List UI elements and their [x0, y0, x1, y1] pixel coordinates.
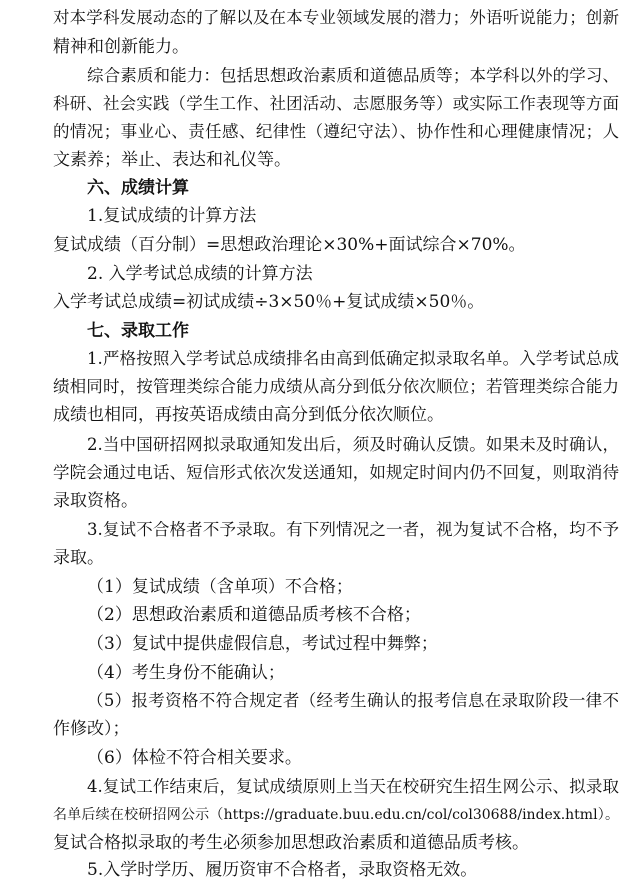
- paragraph-line: 综合素质和能力：包括思想政治素质和道德品质等；本学科以外的学习、: [87, 66, 619, 85]
- paragraph-line: 录取资格。: [53, 491, 138, 511]
- paragraph-line: 3.复试不合格者不予录取。有下列情况之一者，视为复试不合格，均不予: [87, 520, 619, 539]
- paragraph-line: 复试合格拟录取的考生必须参加思想政治素质和道德品质考核。: [53, 833, 529, 853]
- list-item: （6）体检不符合相关要求。: [87, 748, 302, 768]
- paragraph-line: 的情况；事业心、责任感、纪律性（遵纪守法）、协作性和心理健康情况；人: [53, 122, 619, 141]
- section-heading: 七、录取工作: [87, 321, 189, 341]
- paragraph-line: 4.复试工作结束后，复试成绩原则上当天在校研究生招生网公示、拟录取: [87, 777, 619, 796]
- list-item: （3）复试中提供虚假信息，考试过程中舞弊；: [87, 634, 438, 654]
- paragraph-line: 科研、社会实践（学生工作、社团活动、志愿服务等）或实际工作表现等方面: [53, 94, 619, 113]
- paragraph-line: 成绩也相同，再按英语成绩由高分到低分依次顺位。: [53, 405, 444, 425]
- paragraph-line: 精神和创新能力。: [53, 37, 189, 57]
- list-item-continuation: 作修改）；: [53, 719, 130, 739]
- subheading: 2. 入学考试总成绩的计算方法: [87, 264, 313, 284]
- paragraph-line: 2.当中国研招网拟录取通知发出后，须及时确认反馈。如果未及时确认，: [87, 435, 619, 454]
- subheading: 1.复试成绩的计算方法: [87, 206, 257, 226]
- paragraph-line: 文素养；举止、表达和礼仪等。: [53, 150, 291, 170]
- list-item: （1）复试成绩（含单项）不合格；: [87, 577, 353, 597]
- paragraph-line: 对本学科发展动态的了解以及在本专业领域发展的潜力；外语听说能力；创新: [53, 8, 619, 27]
- paragraph-line: 录取。: [53, 548, 104, 568]
- paragraph-line: 学院会通过电话、短信形式依次发送通知，如规定时间内仍不回复，则取消待: [53, 463, 619, 482]
- paragraph-line-with-url: 名单后续在校研招网公示（https://graduate.buu.edu.cn/col/col30688/index.html）。: [53, 807, 619, 823]
- paragraph-line: 5.入学时学历、履历资审不合格者，录取资格无效。: [87, 860, 478, 880]
- formula-line: 入学考试总成绩=初试成绩÷3×50％+复试成绩×50％。: [53, 292, 485, 312]
- list-item: （4）考生身份不能确认；: [87, 663, 285, 683]
- section-heading: 六、成绩计算: [87, 178, 189, 198]
- formula-line: 复试成绩（百分制）=思想政治理论×30%+面试综合×70%。: [53, 235, 526, 255]
- list-item: （2）思想政治素质和道德品质考核不合格；: [87, 605, 421, 625]
- paragraph-line: 1.严格按照入学考试总成绩排名由高到低确定拟录取名单。入学考试总成: [87, 349, 619, 368]
- list-item: （5）报考资格不符合规定者（经考生确认的报考信息在录取阶段一律不: [87, 691, 619, 710]
- paragraph-line: 绩相同时，按管理类综合能力成绩从高分到低分依次顺位；若管理类综合能力: [53, 377, 619, 396]
